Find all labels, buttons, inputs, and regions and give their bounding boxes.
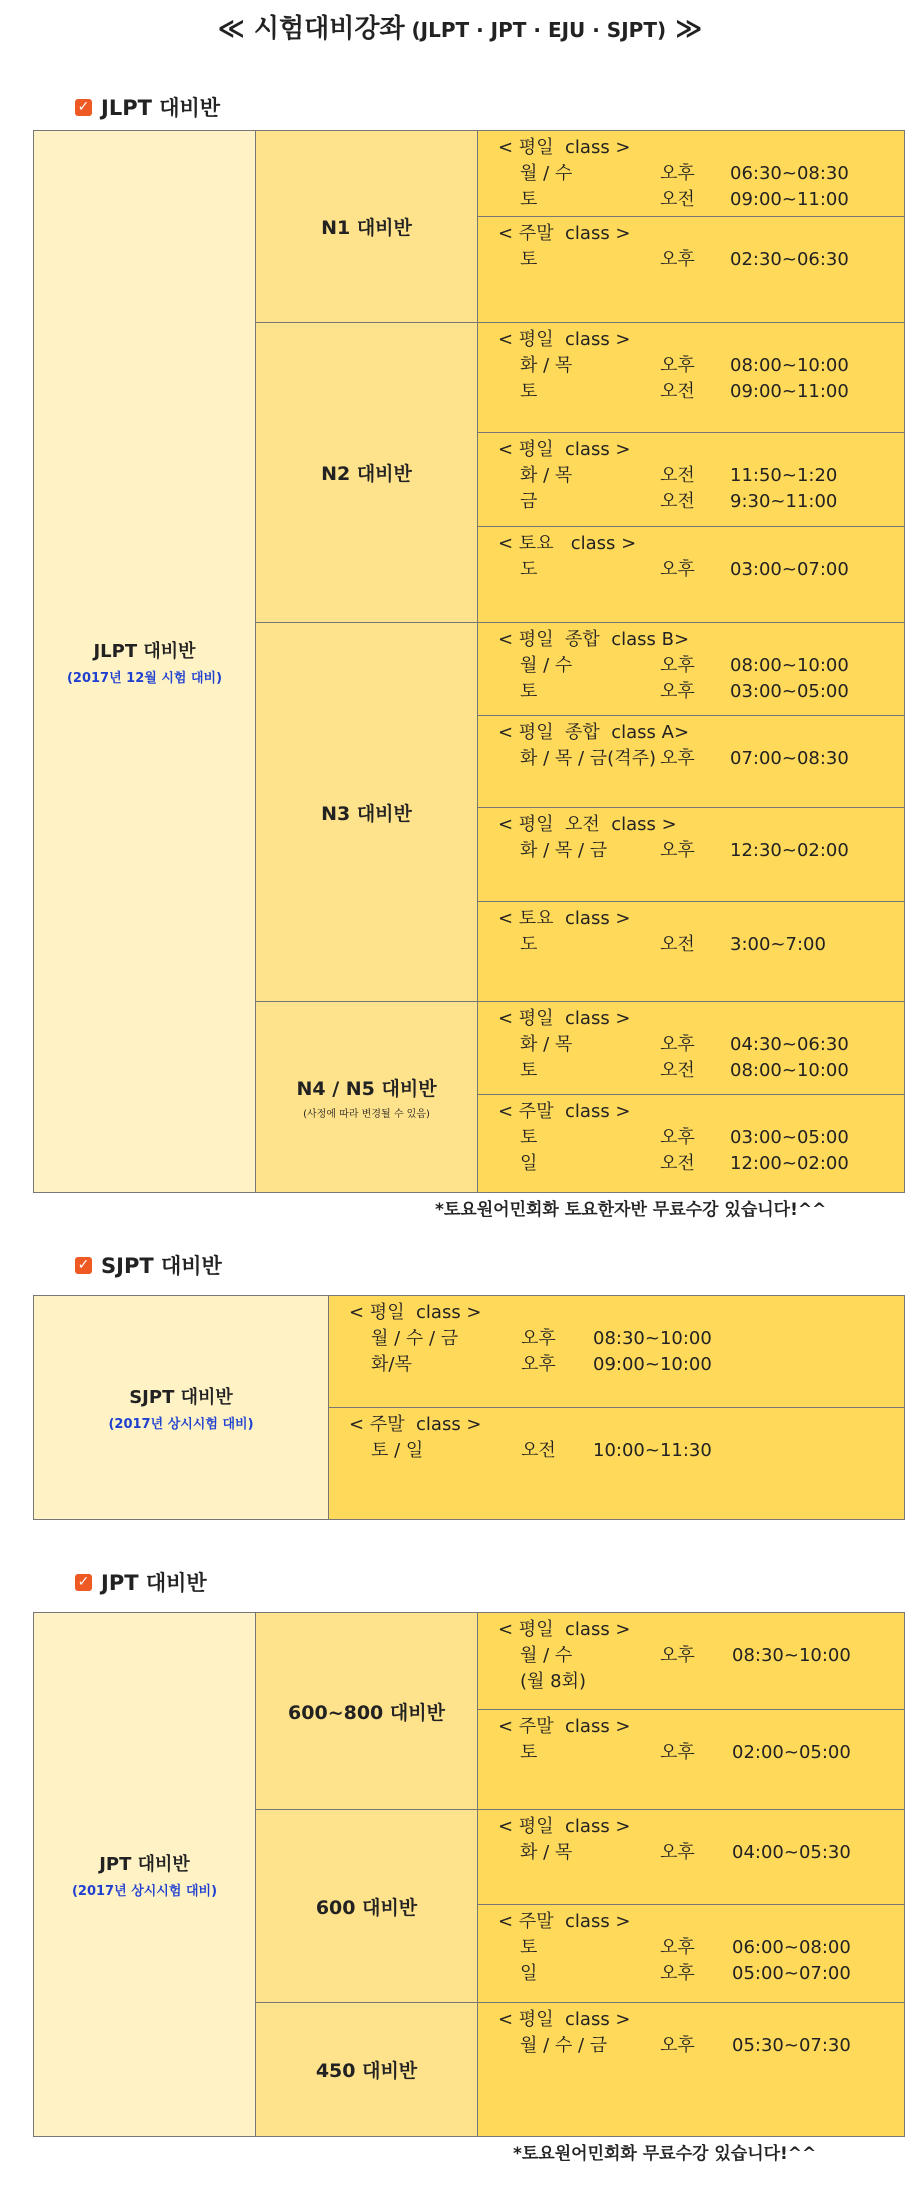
jpt-section-heading: ✓ JPT 대비반 <box>75 1567 207 1597</box>
schedule-row <box>498 187 894 213</box>
schedule-row <box>498 653 894 679</box>
schedule-time: 03:00~05:00 <box>730 1127 849 1148</box>
schedule-days: 월 / 수 <box>520 163 573 184</box>
schedule-period: 오후 <box>660 1742 695 1763</box>
jlpt-schedule-cell <box>478 808 905 902</box>
schedule-days: 화 / 목 <box>520 1034 573 1055</box>
jpt-level-450: 450 대비반 <box>256 2003 478 2137</box>
sjpt-main-note: (2017년 상시시험 대비) <box>108 1417 254 1432</box>
schedule-period: 오후 <box>660 355 695 376</box>
schedule-time: 06:00~08:00 <box>732 1937 851 1958</box>
schedule-period: 오후 <box>660 1127 695 1148</box>
jlpt-level-n2: N2 대비반 <box>256 323 478 623</box>
schedule-time: 05:30~07:30 <box>732 2035 851 2056</box>
schedule-period: 오전 <box>660 189 695 210</box>
jlpt-main-label: JLPT 대비반 <box>93 641 196 662</box>
jpt-level-600: 600 대비반 <box>256 1810 478 2003</box>
schedule-days: 일 <box>520 1153 538 1174</box>
schedule-row <box>498 1125 894 1151</box>
schedule-time: 04:30~06:30 <box>730 1034 849 1055</box>
schedule-row <box>498 679 894 705</box>
jlpt-section-heading: ✓ JLPT 대비반 <box>75 92 220 122</box>
jpt-main-label: JPT 대비반 <box>99 1854 190 1875</box>
schedule-row <box>498 1058 894 1084</box>
jlpt-schedule-cell <box>478 902 905 1002</box>
schedule-days: 월 / 수 / 금 <box>520 2035 608 2056</box>
schedule-period: 오전 <box>521 1440 556 1461</box>
schedule-days: 토 <box>520 1742 538 1763</box>
jlpt-schedule-cell <box>478 716 905 808</box>
jpt-table <box>33 1612 905 2137</box>
schedule-period: 오후 <box>660 1937 695 1958</box>
schedule-time: 05:00~07:00 <box>732 1963 851 1984</box>
class-heading: < 평일 class > <box>498 1619 631 1640</box>
jlpt-schedule-cell <box>478 1095 905 1193</box>
schedule-row <box>498 463 894 489</box>
schedule-period: 오후 <box>660 559 695 580</box>
schedule-period: 오전 <box>660 934 695 955</box>
schedule-period: 오후 <box>521 1354 556 1375</box>
schedule-days: 화 / 목 / 금 <box>520 840 608 861</box>
schedule-period: 오전 <box>660 381 695 402</box>
class-heading: < 주말 class > <box>349 1414 482 1435</box>
checkbox-icon: ✓ <box>75 1574 92 1591</box>
jlpt-schedule-cell <box>478 433 905 527</box>
schedule-time: 03:00~07:00 <box>730 559 849 580</box>
jlpt-schedule-cell <box>478 323 905 433</box>
jlpt-schedule-cell <box>478 217 905 323</box>
sjpt-main-label: SJPT 대비반 <box>129 1387 233 1408</box>
schedule-row <box>498 746 894 772</box>
jlpt-schedule-cell <box>478 1002 905 1095</box>
schedule-row <box>498 161 894 187</box>
schedule-days: 월 / 수 / 금 <box>371 1328 459 1349</box>
schedule-period: 오후 <box>660 840 695 861</box>
sjpt-schedule-cell <box>329 1296 905 1408</box>
class-heading: < 평일 class > <box>498 2009 631 2030</box>
schedule-time: 9:30~11:00 <box>730 491 838 512</box>
jlpt-level-n4n5: N4 / N5 대비반 (사정에 따라 변경될 수 있음) <box>256 1002 478 1193</box>
sjpt-table <box>33 1295 905 1520</box>
schedule-time: 09:00~11:00 <box>730 381 849 402</box>
schedule-days: 토 <box>520 1937 538 1958</box>
schedule-time: 3:00~7:00 <box>730 934 826 955</box>
schedule-time: 09:00~10:00 <box>593 1354 712 1375</box>
schedule-row <box>349 1326 894 1352</box>
schedule-time: 09:00~11:00 <box>730 189 849 210</box>
checkbox-icon: ✓ <box>75 99 92 116</box>
jpt-main-cell <box>34 1613 256 2137</box>
jpt-footnote: *토요원어민회화 무료수강 있습니다!^^ <box>513 2144 817 2164</box>
schedule-row <box>498 1151 894 1177</box>
schedule-days: 토 / 일 <box>371 1440 424 1461</box>
class-heading: < 평일 오전 class > <box>498 814 677 835</box>
schedule-period: 오후 <box>660 748 695 769</box>
schedule-row <box>498 1935 894 1961</box>
class-heading: < 평일 class > <box>349 1302 482 1323</box>
schedule-days: 월 / 수 <box>520 1645 573 1666</box>
schedule-time: 08:00~10:00 <box>730 1060 849 1081</box>
sjpt-main-cell <box>34 1296 329 1520</box>
schedule-days: 화/목 <box>371 1354 412 1375</box>
class-heading: < 토요 class > <box>498 533 637 554</box>
schedule-period: 오전 <box>660 1153 695 1174</box>
schedule-period: 오후 <box>660 1034 695 1055</box>
schedule-time: 08:00~10:00 <box>730 355 849 376</box>
jlpt-schedule-cell <box>478 527 905 623</box>
jlpt-level-n1: N1 대비반 <box>256 131 478 323</box>
class-heading: < 주말 class > <box>498 1101 631 1122</box>
schedule-period: 오후 <box>660 2035 695 2056</box>
schedule-row <box>498 2033 894 2059</box>
schedule-period: 오후 <box>660 1842 695 1863</box>
schedule-row <box>498 1961 894 1987</box>
schedule-period: 오후 <box>660 1645 695 1666</box>
sjpt-section-heading: ✓ SJPT 대비반 <box>75 1250 222 1280</box>
schedule-days: 일 <box>520 1963 538 1984</box>
schedule-period: 오전 <box>660 1060 695 1081</box>
schedule-time: 08:30~10:00 <box>732 1645 851 1666</box>
schedule-days: 화 / 목 / 금(격주) <box>520 748 657 769</box>
jlpt-footnote: *토요원어민회화 토요한자반 무료수강 있습니다!^^ <box>435 1200 827 1220</box>
jlpt-table <box>33 130 905 1193</box>
schedule-days: 화 / 목 <box>520 1842 573 1863</box>
class-heading: < 평일 종합 class B> <box>498 629 690 650</box>
schedule-days: 금 <box>520 491 538 512</box>
class-heading: < 평일 class > <box>498 137 631 158</box>
schedule-row <box>498 379 894 405</box>
class-heading: < 평일 class > <box>498 329 631 350</box>
schedule-row <box>498 247 894 273</box>
schedule-days: 도 <box>520 934 538 955</box>
schedule-row <box>498 353 894 379</box>
schedule-time: 02:00~05:00 <box>732 1742 851 1763</box>
schedule-period: 오후 <box>660 163 695 184</box>
schedule-period: 오후 <box>521 1328 556 1349</box>
schedule-days: 토 <box>520 249 538 270</box>
schedule-time: 03:00~05:00 <box>730 681 849 702</box>
schedule-row <box>498 932 894 958</box>
schedule-row <box>349 1438 894 1464</box>
page-title: ≪ 시험대비강좌 (JLPT · JPT · EJU · SJPT) ≫ <box>217 14 703 44</box>
schedule-row <box>498 1669 894 1695</box>
class-heading: < 주말 class > <box>498 1716 631 1737</box>
jpt-level-600-800: 600~800 대비반 <box>256 1613 478 1810</box>
schedule-days: 화 / 목 <box>520 465 573 486</box>
schedule-days: 토 <box>520 681 538 702</box>
schedule-period: 오전 <box>660 491 695 512</box>
schedule-row <box>498 489 894 515</box>
jpt-schedule-cell <box>478 2003 905 2137</box>
jlpt-schedule-cell <box>478 623 905 716</box>
schedule-period: 오전 <box>660 465 695 486</box>
checkbox-icon: ✓ <box>75 1257 92 1274</box>
class-heading: < 평일 class > <box>498 1008 631 1029</box>
jlpt-level-note: (사정에 따라 변경될 수 있음) <box>303 1109 430 1120</box>
schedule-days: 월 / 수 <box>520 655 573 676</box>
jpt-main-note: (2017년 상시시험 대비) <box>71 1884 218 1899</box>
jpt-schedule-cell <box>478 1710 905 1810</box>
sjpt-schedule-cell <box>329 1408 905 1520</box>
jlpt-main-note: (2017년 12월 시험 대비) <box>66 671 223 686</box>
class-heading: < 주말 class > <box>498 1911 631 1932</box>
schedule-period: 오후 <box>660 1963 695 1984</box>
schedule-time: 08:30~10:00 <box>593 1328 712 1349</box>
jpt-schedule-cell <box>478 1905 905 2003</box>
class-heading: < 토요 class > <box>498 908 631 929</box>
schedule-days: 토 <box>520 1060 538 1081</box>
class-heading: < 평일 종합 class A> <box>498 722 690 743</box>
jlpt-schedule-cell <box>478 131 905 217</box>
class-heading: < 평일 class > <box>498 1816 631 1837</box>
schedule-row <box>498 557 894 583</box>
class-heading: < 주말 class > <box>498 223 631 244</box>
schedule-days: 토 <box>520 381 538 402</box>
schedule-row <box>349 1352 894 1378</box>
schedule-time: 02:30~06:30 <box>730 249 849 270</box>
jlpt-main-cell <box>34 131 256 1193</box>
schedule-time: 12:00~02:00 <box>730 1153 849 1174</box>
schedule-time: 12:30~02:00 <box>730 840 849 861</box>
schedule-period: 오후 <box>660 249 695 270</box>
jpt-schedule-cell <box>478 1613 905 1710</box>
schedule-days: 화 / 목 <box>520 355 573 376</box>
schedule-days: 도 <box>520 559 538 580</box>
jlpt-level-n3: N3 대비반 <box>256 623 478 1002</box>
schedule-time: 04:00~05:30 <box>732 1842 851 1863</box>
schedule-row <box>498 1740 894 1766</box>
schedule-row <box>498 1032 894 1058</box>
schedule-period: 오후 <box>660 655 695 676</box>
schedule-row <box>498 838 894 864</box>
class-heading: < 평일 class > <box>498 439 631 460</box>
jpt-schedule-cell <box>478 1810 905 1905</box>
schedule-days: 토 <box>520 1127 538 1148</box>
schedule-time: 08:00~10:00 <box>730 655 849 676</box>
schedule-period: 오후 <box>660 681 695 702</box>
schedule-row <box>498 1840 894 1866</box>
schedule-time: 06:30~08:30 <box>730 163 849 184</box>
schedule-time: 11:50~1:20 <box>730 465 838 486</box>
schedule-days: 토 <box>520 189 538 210</box>
schedule-row <box>498 1643 894 1669</box>
schedule-period <box>660 1669 732 1695</box>
schedule-days: (월 8회) <box>520 1671 586 1692</box>
schedule-time: 10:00~11:30 <box>593 1440 712 1461</box>
schedule-time: 07:00~08:30 <box>730 748 849 769</box>
